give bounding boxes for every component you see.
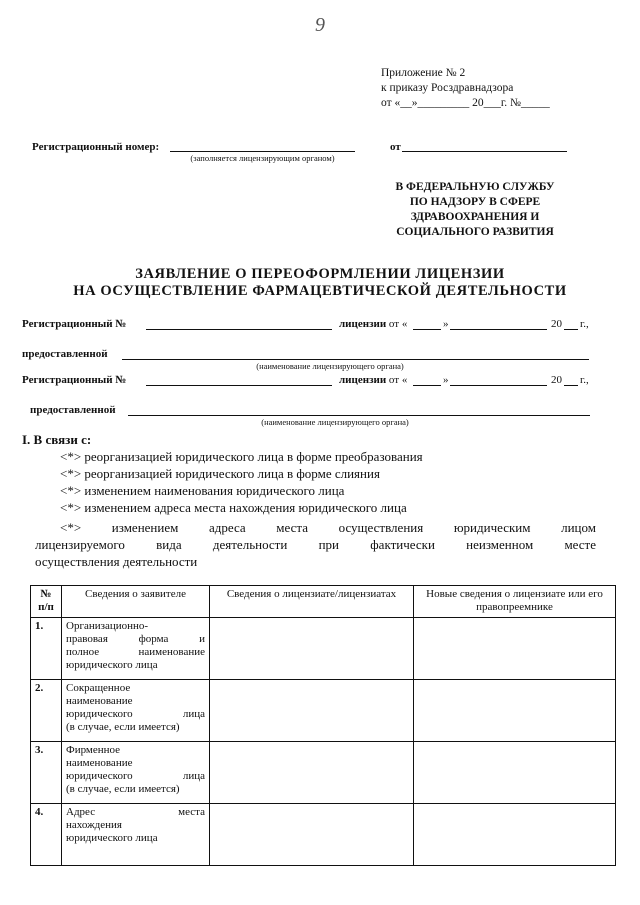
new-info-cell[interactable] — [414, 742, 616, 804]
row-number: 1. — [31, 618, 62, 680]
license-reg-field[interactable] — [146, 329, 332, 330]
license-date-mid: » — [443, 318, 449, 330]
new-info-cell[interactable] — [414, 804, 616, 866]
row-label-line: нахождения — [66, 819, 122, 831]
info-table — [30, 585, 616, 866]
row-label-line: Фирменное — [66, 744, 121, 756]
reason-item[interactable]: <*> изменением наименования юридического лица — [60, 483, 345, 498]
row-label — [62, 804, 210, 866]
issued-note: (наименование лицензирующего органа) — [261, 417, 409, 427]
reason-line: лицензируемого вида деятельности при фактически неизменном месте — [35, 537, 596, 552]
registration-date-label: от — [390, 141, 401, 153]
row-label-line: Адрес места — [66, 806, 205, 818]
reason-line: <*> изменением адреса места осуществления юридическим лицом — [60, 520, 596, 535]
row-label-line: юридического лица — [66, 832, 158, 844]
new-info-cell[interactable] — [414, 618, 616, 680]
addressee-line: СОЦИАЛЬНОГО РАЗВИТИЯ — [396, 226, 554, 238]
table-row — [31, 618, 616, 680]
license-reg-field[interactable] — [146, 385, 332, 386]
license-date-mid: » — [443, 374, 449, 386]
issued-label: предоставленной — [30, 404, 116, 416]
row-label-line: юридического лица — [66, 770, 205, 782]
license-day-field[interactable] — [413, 329, 441, 330]
document-title — [0, 266, 640, 300]
registration-date-field[interactable] — [402, 151, 567, 152]
header-cell-new-info: Новые сведения о лицензиате или его правопреемнике — [414, 586, 616, 618]
reason-item[interactable]: <*> реорганизацией юридического лица в форме слияния — [60, 466, 380, 481]
issued-note: (наименование лицензирующего органа) — [256, 361, 404, 371]
license-day-field[interactable] — [413, 385, 441, 386]
addressee — [380, 180, 570, 240]
license-month-field[interactable] — [450, 329, 547, 330]
table-row — [31, 680, 616, 742]
license-reg-label: Регистрационный № — [22, 374, 127, 386]
header-cell-number: № п/п — [31, 586, 62, 618]
registration-number-field[interactable] — [170, 151, 355, 152]
header-cell-applicant: Сведения о заявителе — [62, 586, 210, 618]
table-header-row — [31, 586, 616, 618]
licensee-cell[interactable] — [210, 742, 414, 804]
title-line: ЗАЯВЛЕНИЕ О ПЕРЕОФОРМЛЕНИИ ЛИЦЕНЗИИ — [135, 266, 505, 282]
licensee-cell[interactable] — [210, 618, 414, 680]
page-number: 9 — [315, 14, 325, 36]
row-label-line: (в случае, если имеется) — [66, 783, 180, 795]
annex-line: от «__»_________ 20___г. №_____ — [381, 97, 550, 109]
license-year-prefix: 20 — [551, 318, 562, 330]
addressee-line: ПО НАДЗОРУ В СФЕРЕ — [409, 196, 541, 208]
reason-item-multiline[interactable] — [35, 519, 596, 570]
annex-line: к приказу Росздравнадзора — [381, 82, 514, 94]
row-number: 2. — [31, 680, 62, 742]
row-number: 3. — [31, 742, 62, 804]
issued-label: предоставленной — [22, 348, 108, 360]
row-label-line: (в случае, если имеется) — [66, 721, 180, 733]
registration-number-label: Регистрационный номер: — [32, 141, 160, 153]
row-label-line: полное наименование — [66, 646, 205, 658]
addressee-line: ЗДРАВООХРАНЕНИЯ И — [410, 211, 540, 223]
table-row — [31, 742, 616, 804]
title-line: НА ОСУЩЕСТВЛЕНИЕ ФАРМАЦЕВТИЧЕСКОЙ ДЕЯТЕЛЬНОСТИ — [73, 283, 567, 299]
issued-field[interactable] — [128, 415, 590, 416]
row-label — [62, 618, 210, 680]
license-year-suffix: г., — [580, 374, 589, 386]
row-label-line: Сокращенное — [66, 682, 131, 694]
row-label-line: юридического лица — [66, 659, 158, 671]
license-label: лицензии от « — [339, 374, 408, 386]
header-cell-licensee: Сведения о лицензиате/лицензиатах — [210, 586, 414, 618]
license-reg-label: Регистрационный № — [22, 318, 127, 330]
license-year-field[interactable] — [564, 385, 578, 386]
row-label-line: юридического лица — [66, 708, 205, 720]
issued-field[interactable] — [122, 359, 589, 360]
row-label — [62, 680, 210, 742]
row-number: 4. — [31, 804, 62, 866]
section-title: I. В связи с: — [22, 432, 92, 447]
reason-item[interactable]: <*> изменением адреса места нахождения юридического лица — [60, 500, 407, 515]
row-label-line: Организационно- — [66, 620, 149, 632]
license-year-suffix: г., — [580, 318, 589, 330]
row-label-line: наименование — [66, 757, 133, 769]
row-label — [62, 742, 210, 804]
annex-block — [381, 66, 550, 111]
license-month-field[interactable] — [450, 385, 547, 386]
row-label-line: наименование — [66, 695, 133, 707]
addressee-line: В ФЕДЕРАЛЬНУЮ СЛУЖБУ — [395, 181, 555, 193]
license-label: лицензии от « — [339, 318, 408, 330]
registration-number-note: (заполняется лицензирующим органом) — [190, 153, 335, 163]
annex-line: Приложение № 2 — [381, 67, 466, 79]
table-row — [31, 804, 616, 866]
license-year-prefix: 20 — [551, 374, 562, 386]
reason-item[interactable]: <*> реорганизацией юридического лица в форме преобразования — [60, 449, 423, 464]
row-label-line: правовая форма и — [66, 633, 205, 645]
new-info-cell[interactable] — [414, 680, 616, 742]
licensee-cell[interactable] — [210, 804, 414, 866]
reason-line: осуществления деятельности — [35, 554, 198, 569]
licensee-cell[interactable] — [210, 680, 414, 742]
license-year-field[interactable] — [564, 329, 578, 330]
